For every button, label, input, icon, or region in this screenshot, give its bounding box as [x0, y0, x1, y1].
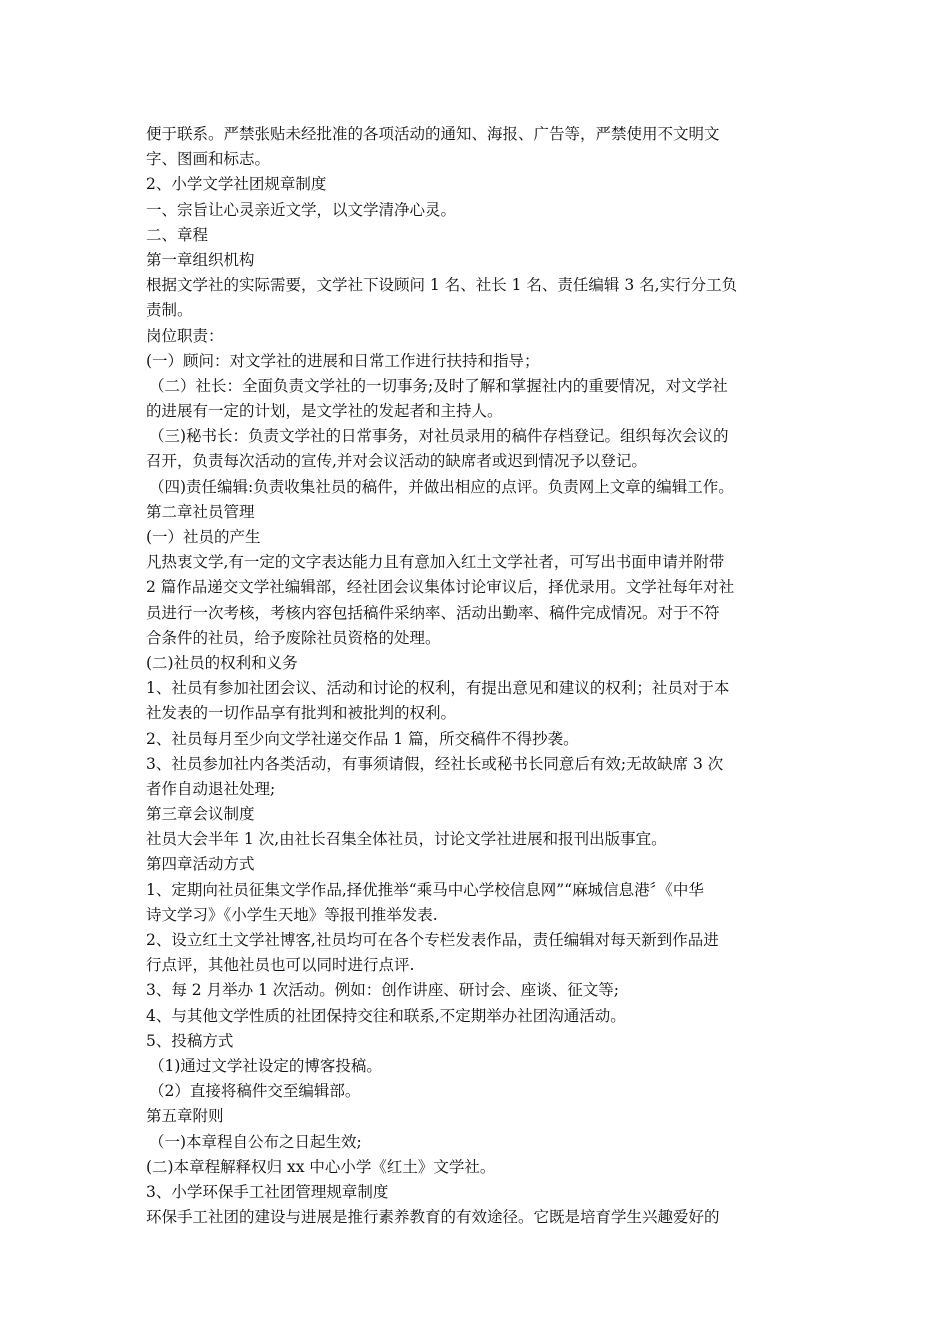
text-line: 二、章程	[146, 225, 209, 244]
text-line: (一）顾问：对文学社的进展和日常工作进行扶持和指导；	[146, 351, 540, 370]
text-line: 行点评，其他社员也可以同时进行点评.	[146, 956, 415, 975]
text-line: 凡热衷文学,有一定的文字表达能力且有意加入红土文学社者，可写出书面申请并附带	[146, 553, 725, 572]
text-line: 2、社员每月至少向文学社递交作品 1 篇，所交稿件不得抄袭。	[146, 729, 579, 748]
text-line: （三)秘书长：负责文学社的日常事务，对社员录用的稿件存档登记。组织每次会议的	[149, 427, 729, 446]
text-line: 合条件的社员，给予废除社员资格的处理。	[146, 628, 441, 647]
text-line: 便于联系。严禁张贴未经批准的各项活动的通知、海报、广告等，严禁使用不文明文	[146, 125, 720, 143]
text-line: （二）社长：全面负责文学社的一切事务;及时了解和掌握社内的重要情况，对文学社	[149, 376, 728, 395]
text-line: 1、定期向社员征集文学作品,择优推举“乘马中心学校信息网”“麻城信息港〞《中华	[146, 880, 704, 899]
text-line: （四)责任编辑:负责收集社员的稿件，并做出相应的点评。负责网上文章的编辑工作。	[149, 477, 734, 496]
chapter-heading: 第四章活动方式	[146, 855, 255, 874]
text-line: 1、社员有参加社团会议、活动和讨论的权利，有提出意见和建议的权利；社员对于本	[146, 679, 730, 698]
text-line: 2、设立红土文学社博客,社员均可在各个专栏发表作品，责任编辑对每天新到作品进	[146, 931, 719, 949]
text-line: (二)社员的权利和义务	[146, 653, 298, 672]
text-line: 一、宗旨让心灵亲近文学，以文学清净心灵。	[146, 200, 457, 219]
text-line: 的进展有一定的计划，是文学社的发起者和主持人。	[146, 402, 503, 421]
text-line: （1)通过文学社设定的博客投稿。	[149, 1056, 382, 1075]
section-heading: 2、小学文学社团规章制度	[146, 175, 327, 194]
chapter-heading: 第五章附则	[146, 1107, 224, 1126]
chapter-heading: 第二章社员管理	[146, 502, 255, 521]
text-line: 4、与其他文学性质的社团保持交往和联系,不定期举办社团沟通活动。	[146, 1006, 626, 1025]
text-line: (一）社员的产生	[146, 528, 261, 546]
text-line: 字、图画和标志。	[146, 150, 271, 169]
text-line: 3、每 2 月举办 1 次活动。例如：创作讲座、研讨会、座谈、征文等;	[146, 981, 620, 1000]
text-line: 3、社员参加社内各类活动，有事须请假，经社长或秘书长同意后有效;无故缺席 3 次	[146, 754, 724, 773]
text-line: 根据文学社的实际需要，文学社下设顾问 1 名、社长 1 名、责任编辑 3 名,实行分工负	[146, 276, 738, 295]
text-line: 环保手工社团的建设与进展是推行素养教育的有效途径。它既是培育学生兴趣爱好的	[146, 1208, 720, 1227]
text-line: 诗文学习》《小学生天地》等报刊推举发表.	[146, 905, 438, 924]
section-heading: 3、小学环保手工社团管理规章制度	[146, 1182, 389, 1201]
text-line: 责制。	[146, 301, 193, 320]
chapter-heading: 第三章会议制度	[146, 805, 255, 824]
text-line: 5、投稿方式	[146, 1031, 234, 1050]
text-line: 者作自动退社处理;	[146, 779, 276, 798]
text-line: 2 篇作品递交文学社编辑部，经社团会议集体讨论审议后，择优录用。文学社每年对社	[146, 578, 735, 597]
document-body	[146, 122, 806, 1230]
text-line: 岗位职责：	[146, 326, 224, 345]
chapter-heading: 第一章组织机构	[146, 250, 255, 269]
text-line: (二)本章程解释权归 xx 中心小学《红土》文学社。	[146, 1157, 496, 1176]
text-line: （2）直接将稿件交至编辑部。	[149, 1082, 361, 1101]
text-line: 社员大会半年 1 次,由社长召集全体社员，讨论文学社进展和报刊出版事宜。	[146, 830, 667, 849]
text-line: 社发表的一切作品享有批判和被批判的权利。	[146, 704, 457, 723]
text-line: 召开，负责每次活动的宣传,并对会议活动的缺席者或迟到情况予以登记。	[146, 452, 647, 471]
text-line: 员进行一次考核，考核内容包括稿件采纳率、活动出勤率、稿件完成情况。对于不符	[146, 603, 720, 622]
text-line: （一)本章程自公布之日起生效;	[149, 1132, 362, 1151]
